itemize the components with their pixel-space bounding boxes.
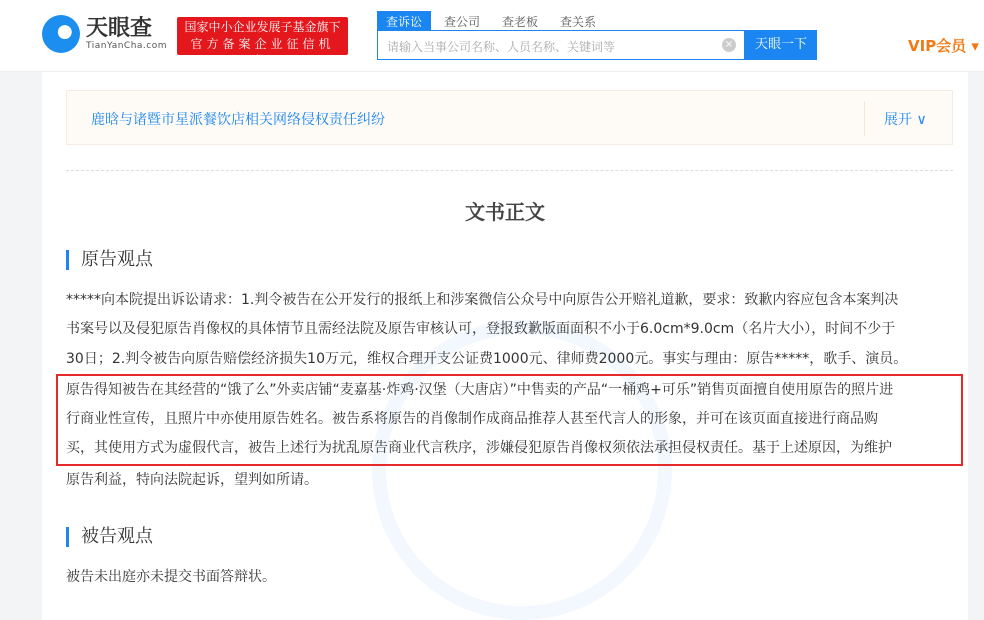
document-card	[42, 60, 968, 620]
tab-company[interactable]: 查公司	[444, 15, 481, 29]
tab-boss[interactable]: 查老板	[502, 15, 539, 29]
logo[interactable]	[42, 15, 167, 53]
highlight-box	[56, 374, 963, 466]
official-badge	[177, 17, 348, 68]
defendant-text: 被告未出庭亦未提交书面答辩状。	[66, 569, 276, 585]
text-line: 书案号以及侵犯原告肖像权的具体情节且需经法院及原告审核认可，登报致歉版面面积不小于6.0cm*9.0cm（名片大小），时间不少于	[66, 321, 896, 338]
text-line: 原告利益，特向法院起诉，望判如所请。	[66, 471, 318, 488]
vip-menu[interactable]: VIP会员 ▾	[908, 37, 979, 55]
search-button[interactable]: 天眼一下	[745, 30, 817, 60]
top-header	[0, 0, 984, 72]
text-line: 买，其使用方式为虚假代言，被告上述行为扰乱原告商业代言秩序，涉嫌侵犯原告肖像权须依法承担侵权责任。基于上述原因，为维护	[66, 440, 892, 457]
search-tabs	[377, 11, 609, 32]
divider	[864, 101, 865, 136]
defendant-heading: 被告观点	[66, 527, 153, 547]
badge-line: 国家中小企业发展子基金旗下	[184, 20, 341, 34]
plaintiff-heading: 原告观点	[66, 250, 153, 270]
search-input[interactable]	[377, 30, 745, 60]
document-title: 文书正文	[465, 200, 545, 224]
clear-icon[interactable]: ×	[722, 38, 736, 52]
tab-relation[interactable]: 查关系	[560, 15, 597, 29]
tab-lawsuit[interactable]: 查诉讼	[377, 11, 431, 32]
text-line: 原告得知被告在其经营的“饿了么”外卖店铺“麦嘉基·炸鸡·汉堡（大唐店）”中售卖的产品“一桶鸡+可乐”销售页面擅自使用原告的照片进	[66, 381, 894, 398]
case-title[interactable]: 鹿晗与诸暨市星派餐饮店相关网络侵权责任纠纷	[91, 112, 385, 128]
text-line: *****向本院提出诉讼请求：1.判令被告在公开发行的报纸上和涉案微信公众号中向原告公开赔礼道歉，要求：致歉内容应包含本案判决	[66, 292, 899, 308]
expand-button[interactable]: 展开 ∨	[884, 112, 927, 128]
plaintiff-text	[66, 286, 963, 495]
logo-text: 天眼查	[86, 16, 153, 41]
logo-domain: TianYanCha.com	[86, 41, 168, 51]
badge-line: 官方备案企业征信机构	[190, 37, 335, 68]
text-line: 行商业性宣传，且照片中亦使用原告姓名。被告系将原告的肖像制作成商品推荐人甚至代言人的形象，并可在该页面直接进行商品购	[66, 411, 878, 428]
case-summary	[66, 90, 953, 145]
divider	[66, 170, 953, 171]
text-line: 30日；2.判令被告向原告赔偿经济损失10万元，维权合理开支公证费1000元、律师费2000元。事实与理由：原告*****，歌手、演员。	[66, 350, 908, 367]
logo-eye-icon	[42, 15, 80, 53]
search-placeholder: 请输入当事公司名称、人员名称、关键词等	[387, 40, 616, 54]
